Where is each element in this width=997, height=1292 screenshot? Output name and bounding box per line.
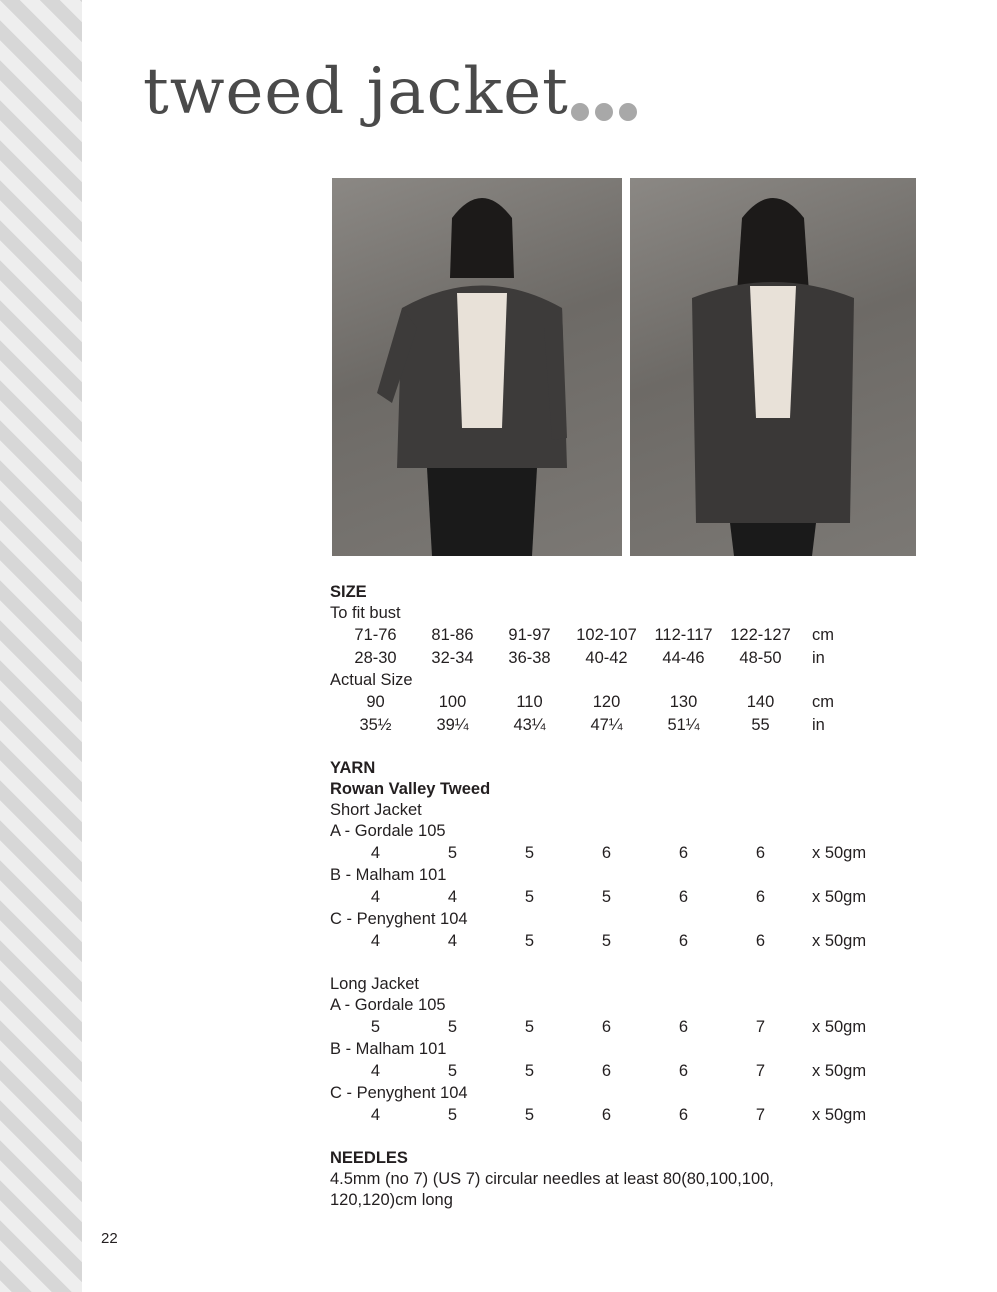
- cell: 5: [447, 1018, 458, 1036]
- cell: 6: [678, 932, 689, 950]
- bust-label: To fit bust: [330, 604, 401, 622]
- actual-cm-row: [330, 691, 930, 714]
- cell: 44-46: [662, 649, 705, 667]
- cell: 6: [755, 844, 766, 862]
- yarn-heading: YARN: [330, 759, 376, 777]
- cell: 6: [678, 1062, 689, 1080]
- needles-line-2: 120,120)cm long: [330, 1191, 453, 1209]
- cell: 110: [516, 693, 543, 711]
- cell: 5: [524, 1018, 535, 1036]
- cell: 32-34: [431, 649, 474, 667]
- cell: 6: [601, 844, 612, 862]
- cell: 5: [601, 932, 612, 950]
- cell: 55: [751, 716, 770, 734]
- cell: 100: [438, 693, 467, 711]
- needles-heading: NEEDLES: [330, 1149, 408, 1167]
- cell: 40-42: [585, 649, 628, 667]
- cell: 6: [601, 1106, 612, 1124]
- unit: in: [812, 649, 825, 667]
- cell: 71-76: [354, 626, 397, 644]
- dot-icon: [619, 103, 637, 121]
- cell: 35½: [359, 716, 392, 734]
- unit: x 50gm: [812, 888, 867, 906]
- needles-line-1: 4.5mm (no 7) (US 7) circular needles at least 80(80,100,100,: [330, 1170, 774, 1188]
- short-a-label: A - Gordale 105: [330, 822, 446, 840]
- unit: x 50gm: [812, 1018, 867, 1036]
- cell: 122-127: [730, 626, 791, 644]
- cell: 48-50: [739, 649, 782, 667]
- cell: 140: [746, 693, 775, 711]
- cell: 6: [755, 888, 766, 906]
- cell: 4: [370, 1062, 381, 1080]
- cell: 5: [447, 1106, 458, 1124]
- cell: 36-38: [508, 649, 551, 667]
- photo-long-jacket: [630, 178, 916, 556]
- actual-size-label: Actual Size: [330, 671, 413, 689]
- long-b-label: B - Malham 101: [330, 1040, 447, 1058]
- title-dots: [571, 103, 637, 121]
- short-a-row: [330, 842, 930, 865]
- unit: x 50gm: [812, 844, 867, 862]
- cell: 5: [447, 1062, 458, 1080]
- page-number: 22: [101, 1230, 118, 1247]
- cell: 7: [755, 1018, 766, 1036]
- cell: 5: [370, 1018, 381, 1036]
- cell: 4: [370, 1106, 381, 1124]
- cell: 5: [524, 844, 535, 862]
- cell: 5: [524, 1062, 535, 1080]
- houndstooth-border: [0, 0, 82, 1292]
- unit: x 50gm: [812, 932, 867, 950]
- cell: 6: [601, 1018, 612, 1036]
- short-b-row: [330, 886, 930, 909]
- size-heading: SIZE: [330, 583, 367, 601]
- short-c-label: C - Penyghent 104: [330, 910, 468, 928]
- unit: x 50gm: [812, 1062, 867, 1080]
- cell: 6: [678, 888, 689, 906]
- long-a-row: [330, 1016, 930, 1039]
- long-jacket-label: Long Jacket: [330, 975, 419, 993]
- cell: 81-86: [431, 626, 474, 644]
- cell: 5: [524, 1106, 535, 1124]
- cell: 102-107: [576, 626, 637, 644]
- cell: 4: [370, 844, 381, 862]
- short-c-row: [330, 930, 930, 953]
- cell: 39¼: [436, 716, 469, 734]
- photo-short-jacket: [332, 178, 622, 556]
- unit: x 50gm: [812, 1106, 867, 1124]
- cell: 6: [678, 1106, 689, 1124]
- cell: 6: [601, 1062, 612, 1080]
- long-c-label: C - Penyghent 104: [330, 1084, 468, 1102]
- page-title: tweed jacket: [143, 55, 569, 129]
- cell: 112-117: [654, 626, 713, 644]
- actual-in-row: [330, 714, 930, 737]
- long-a-label: A - Gordale 105: [330, 996, 446, 1014]
- short-b-label: B - Malham 101: [330, 866, 447, 884]
- pattern-details: [330, 582, 930, 1211]
- cell: 4: [370, 932, 381, 950]
- unit: cm: [812, 693, 834, 711]
- cell: 51¼: [667, 716, 700, 734]
- cell: 91-97: [508, 626, 551, 644]
- cell: 5: [524, 932, 535, 950]
- cell: 47¼: [590, 716, 623, 734]
- cell: 6: [755, 932, 766, 950]
- cell: 6: [678, 844, 689, 862]
- dot-icon: [571, 103, 589, 121]
- cell: 120: [592, 693, 621, 711]
- cell: 4: [370, 888, 381, 906]
- unit: in: [812, 716, 825, 734]
- short-jacket-label: Short Jacket: [330, 801, 422, 819]
- yarn-brand: Rowan Valley Tweed: [330, 780, 491, 798]
- unit: cm: [812, 626, 834, 644]
- cell: 5: [524, 888, 535, 906]
- cell: 5: [601, 888, 612, 906]
- bust-in-row: [330, 647, 930, 670]
- dot-icon: [595, 103, 613, 121]
- cell: 4: [447, 932, 458, 950]
- cell: 7: [755, 1106, 766, 1124]
- cell: 6: [678, 1018, 689, 1036]
- cell: 5: [447, 844, 458, 862]
- cell: 28-30: [354, 649, 397, 667]
- cell: 4: [447, 888, 458, 906]
- cell: 43¼: [513, 716, 546, 734]
- long-b-row: [330, 1060, 930, 1083]
- cell: 130: [669, 693, 698, 711]
- cell: 7: [755, 1062, 766, 1080]
- bust-cm-row: [330, 624, 930, 647]
- long-c-row: [330, 1104, 930, 1127]
- cell: 90: [366, 693, 385, 711]
